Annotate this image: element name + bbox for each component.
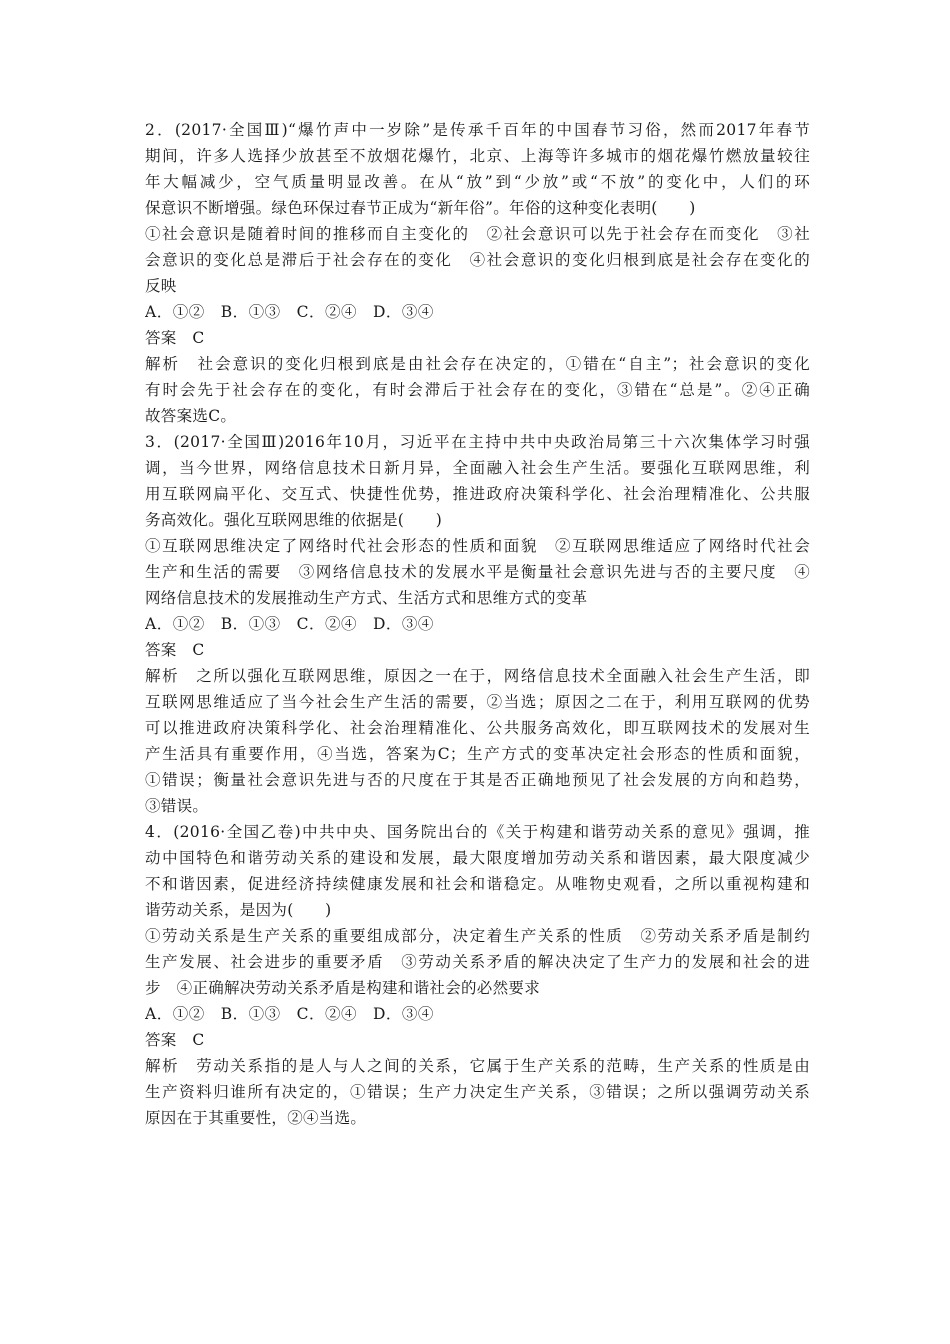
analysis — [145, 351, 810, 429]
statement-line: ①社会意识是随着时间的推移而自主变化的 ②社会意识可以先于社会存在而变化 ③社 — [145, 225, 810, 243]
statement-line: 生产发展、社会进步的重要矛盾 ③劳动关系矛盾的解决决定了生产力的发展和社会的进 — [145, 953, 810, 971]
stem-line: 谐劳动关系，是因为( ) — [145, 901, 332, 919]
question-2 — [145, 117, 810, 429]
stem-line: 期间，许多人选择少放甚至不放烟花爆竹，北京、上海等许多城市的烟花爆竹燃放量较往 — [145, 147, 810, 165]
question-stem — [145, 819, 810, 923]
answer-key: 答案 C — [145, 1031, 205, 1049]
stem-line: 动中国特色和谐劳动关系的建设和发展，最大限度增加劳动关系和谐因素，最大限度减少 — [145, 849, 810, 867]
stem-line: 不和谐因素，促进经济持续健康发展和社会和谐稳定。从唯物史观看，之所以重视构建和 — [145, 875, 810, 893]
stem-line: 4．(2016·全国乙卷)中共中央、国务院出台的《关于构建和谐劳动关系的意见》强调，推 — [145, 823, 810, 841]
question-stem — [145, 429, 810, 533]
answer-key: 答案 C — [145, 329, 205, 347]
statement-line: 生产和生活的需要 ③网络信息技术的发展水平是衡量社会意识先进与否的主要尺度 ④ — [145, 563, 810, 581]
analysis-line: 解析 劳动关系指的是人与人之间的关系，它属于生产关系的范畴，生产关系的性质是由 — [145, 1057, 810, 1075]
question-statements — [145, 533, 810, 611]
analysis — [145, 663, 810, 819]
analysis-line: 有时会先于社会存在的变化，有时会滞后于社会存在的变化，③错在“总是”。②④正确 — [145, 381, 810, 399]
answer-options: A．①② B．①③ C．②④ D．③④ — [145, 615, 434, 633]
question-4 — [145, 819, 810, 1131]
analysis-line: 解析 社会意识的变化归根到底是由社会存在决定的，①错在“自主”；社会意识的变化 — [145, 355, 810, 373]
analysis-line: 解析 之所以强化互联网思维，原因之一在于，网络信息技术全面融入社会生产生活，即 — [145, 667, 810, 685]
stem-line: 保意识不断增强。绿色环保过春节正成为“新年俗”。年俗的这种变化表明( ) — [145, 199, 696, 217]
answer-key: 答案 C — [145, 641, 205, 659]
analysis-line: 生产资料归谁所有决定的，①错误；生产力决定生产关系，③错误；之所以强调劳动关系 — [145, 1083, 810, 1101]
statement-line: 步 ④正确解决劳动关系矛盾是构建和谐社会的必然要求 — [145, 979, 541, 997]
statement-line: 反映 — [145, 277, 177, 295]
stem-line: 用互联网扁平化、交互式、快捷性优势，推进政府决策科学化、社会治理精准化、公共服 — [145, 485, 810, 503]
stem-line: 3．(2017·全国Ⅲ)2016年10月，习近平在主持中共中央政治局第三十六次集体学习时强 — [145, 433, 810, 451]
analysis-line: 原因在于其重要性，②④当选。 — [145, 1109, 367, 1127]
answer-options: A．①② B．①③ C．②④ D．③④ — [145, 1005, 434, 1023]
question-stem — [145, 117, 810, 221]
question-statements — [145, 923, 810, 1001]
analysis-line: ③错误。 — [145, 797, 209, 815]
stem-line: 务高效化。强化互联网思维的依据是( ) — [145, 511, 443, 529]
analysis — [145, 1053, 810, 1131]
stem-line: 年大幅减少，空气质量明显改善。在从“放”到“少放”或“不放”的变化中，人们的环 — [145, 173, 810, 191]
question-statements — [145, 221, 810, 299]
question-3 — [145, 429, 810, 819]
statement-line: ①互联网思维决定了网络时代社会形态的性质和面貌 ②互联网思维适应了网络时代社会 — [145, 537, 810, 555]
statement-line: 会意识的变化总是滞后于社会存在的变化 ④社会意识的变化归根到底是社会存在变化的 — [145, 251, 810, 269]
statement-line: 网络信息技术的发展推动生产方式、生活方式和思维方式的变革 — [145, 589, 588, 607]
statement-line: ①劳动关系是生产关系的重要组成部分，决定着生产关系的性质 ②劳动关系矛盾是制约 — [145, 927, 810, 945]
analysis-line: 故答案选C。 — [145, 407, 237, 425]
document-page — [145, 117, 810, 1131]
stem-line: 调，当今世界，网络信息技术日新月异，全面融入社会生产生活。要强化互联网思维，利 — [145, 459, 810, 477]
analysis-line: 互联网思维适应了当今社会生产生活的需要，②当选；原因之二在于，利用互联网的优势 — [145, 693, 810, 711]
analysis-line: ①错误；衡量社会意识先进与否的尺度在于其是否正确地预见了社会发展的方向和趋势， — [145, 771, 810, 789]
answer-options: A．①② B．①③ C．②④ D．③④ — [145, 303, 434, 321]
analysis-line: 可以推进政府决策科学化、社会治理精准化、公共服务高效化，即互联网技术的发展对生 — [145, 719, 810, 737]
stem-line: 2．(2017·全国Ⅲ)“爆竹声中一岁除”是传承千百年的中国春节习俗，然而2017年春节 — [145, 121, 810, 139]
analysis-line: 产生活具有重要作用，④当选，答案为C；生产方式的变革决定社会形态的性质和面貌， — [145, 745, 810, 763]
